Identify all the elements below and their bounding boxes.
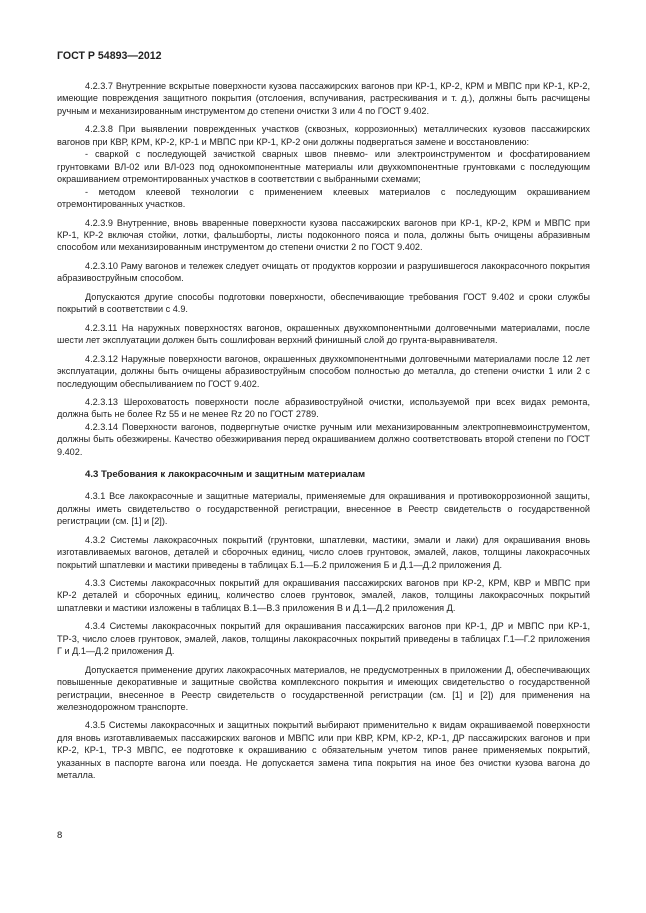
document-body bbox=[57, 80, 590, 782]
list-item-adhesive: - методом клеевой технологии с применением клеевых материалов с последующим окрашиванием отремонтированных участков. bbox=[57, 186, 590, 210]
clause-4-2-3-7: 4.2.3.7 Внутренние вскрытые поверхности кузова пассажирских вагонов при КР-1, КР-2, КРМ и МВПС при КР-1, КР-2, имеющие повреждения защитного покрытия (отслоения, вспучивания, растрескивания и т. д.), должны быть расчищены ручным и механизированным инструментом до степени очистки 3 или 4 по ГОСТ 9.402. bbox=[57, 81, 590, 116]
clause-4-2-3-13: 4.2.3.13 Шероховатость поверхности после абразивоструйной очистки, используемой при всех видах ремонта, должна быть не более Rz 55 и не менее Rz 20 по ГОСТ 2789. bbox=[57, 396, 590, 420]
standard-header: ГОСТ Р 54893—2012 bbox=[57, 50, 162, 62]
clause-4-2-3-10: 4.2.3.10 Раму вагонов и тележек следует очищать от продуктов коррозии и разрушившегося лакокрасочного покрытия абразивоструйным способом. bbox=[57, 260, 590, 284]
page-number: 8 bbox=[57, 830, 63, 841]
clause-4-2-3-12: 4.2.3.12 Наружные поверхности вагонов, окрашенных двухкомпонентными долговечными материалами после 12 лет эксплуатации, должны быть очищены абразивоструйным способом полностью до металла, до степени очистки 1 или 2 с последующим обеспыливанием по ГОСТ 9.402. bbox=[57, 353, 590, 389]
clause-4-3-2: 4.3.2 Системы лакокрасочных покрытий (грунтовки, шпатлевки, мастики, эмали и лаки) для окрашивания вновь изготавливаемых вагонов, деталей и сборочных единиц, число слоев грунтовок, эмалей, лаков, толщины лакокрасочных покрытий шпатлевки и мастики приведены в таблицах Б.1—Б.2 приложения Б и Д.1—Д.2 приложения Д. bbox=[57, 534, 590, 570]
clause-4-2-3-10-note: Допускаются другие способы подготовки поверхности, обеспечивающие требования ГОСТ 9.402 и сроки службы покрытий в соответствии с 4.9. bbox=[57, 291, 590, 315]
clause-4-2-3-8: 4.2.3.8 При выявлении поврежденных участков (сквозных, коррозионных) металлических кузовов пассажирских вагонов при КВР, КРМ, КР-2, КР-1 и МВПС при КР-1, КР-2 они должны подвергаться замене и восстановлению: bbox=[57, 124, 590, 147]
clause-4-3-3: 4.3.3 Системы лакокрасочных покрытий для окрашивания пассажирских вагонов при КР-2, КРМ, КВР и МВПС при КР-2 деталей и сборочных единиц, количество слоев грунтовок, эмалей, лаков, толщины лакокрасочных покрытий шпатлевки и мастики изложены в таблицах В.1—В.3 приложения В и Д.1—Д.2 приложения Д. bbox=[57, 577, 590, 613]
clause-4-3-4: 4.3.4 Системы лакокрасочных покрытий для окрашивания пассажирских вагонов при КР-1, ДР и МВПС при КР-1, ТР-3, число слоев грунтовок, эмалей, лаков, толщины лакокрасочных покрытий приведены в таблицах Г.1—Г.2 приложения Г и Д.1—Д.2 приложения Д. bbox=[57, 621, 590, 657]
section-heading: 4.3 Требования к лакокрасочным и защитным материалам bbox=[85, 469, 366, 481]
clause-4-2-3-14: 4.2.3.14 Поверхности вагонов, подвергнутые очистке ручным или механизированным электропневмоинструментом, должны быть обезжирены. Качество обезжиривания перед окрашиванием должно соответствовать второй степени по ГОСТ 9.402. bbox=[57, 421, 590, 457]
clause-4-2-3-11: 4.2.3.11 На наружных поверхностях вагонов, окрашенных двухкомпонентными долговечными материалами, после шести лет эксплуатации должен быть сошлифован верхний финишный слой до грунта-выравнивателя. bbox=[57, 322, 590, 346]
clause-4-3-1: 4.3.1 Все лакокрасочные и защитные материалы, применяемые для окрашивания и противокоррозионной защиты, должны иметь свидетельство о государственной регистрации, внесенное в Реестр свидетельств о государственной регистрации (см. [1] и [2]). bbox=[57, 491, 590, 527]
list-item-welding: - сваркой с последующей зачисткой сварных швов пневмо- или электроинструментом и фосфатированием грунтовками ВЛ-02 или ВЛ-023 под однокомпонентные материалы или двухкомпонентные грунтовками с последующим окрашиванием отремонтированных участков в соответствии с выбранными схемами; bbox=[57, 149, 590, 185]
clause-4-2-3-9: 4.2.3.9 Внутренние, вновь вваренные поверхности кузова пассажирских вагонов при КР-1, КР-2, КРМ и МВПС при КР-1, КР-2 включая стойки, лотки, фальшборты, листы подоконного пояса и пола, должны быть очищены абразивным способом или механизированным инструментом до степени очистки 2 по ГОСТ 9.402. bbox=[57, 217, 590, 253]
clause-4-3-5: 4.3.5 Системы лакокрасочных и защитных покрытий выбирают применительно к видам окрашиваемой поверхности для вновь изготавливаемых пассажирских вагонов и МВПС или при КВР, КРМ, КР-2, КР-1, ДР пассажирских вагонов и при КР-2, КР-1, ТР-3 МВПС, ее подготовке к окрашиванию с обязательным учетом типов ранее применяемых покрытий, указанных в паспорте вагона или поезда. Не допускается замена типа покрытия на иное без очистки кузова вагона до металла. bbox=[57, 720, 590, 781]
clause-4-3-4-note: Допускается применение других лакокрасочных материалов, не предусмотренных в приложении Д, обеспечивающих повышенные декоративные и защитные свойства комплексного покрытия и имеющих свидетельство о государственной регистрации, внесенное в Реестр свидетельств о государственной регистрации (см. [1] и [2]) для применения на железнодорожном транспорте. bbox=[57, 664, 590, 713]
